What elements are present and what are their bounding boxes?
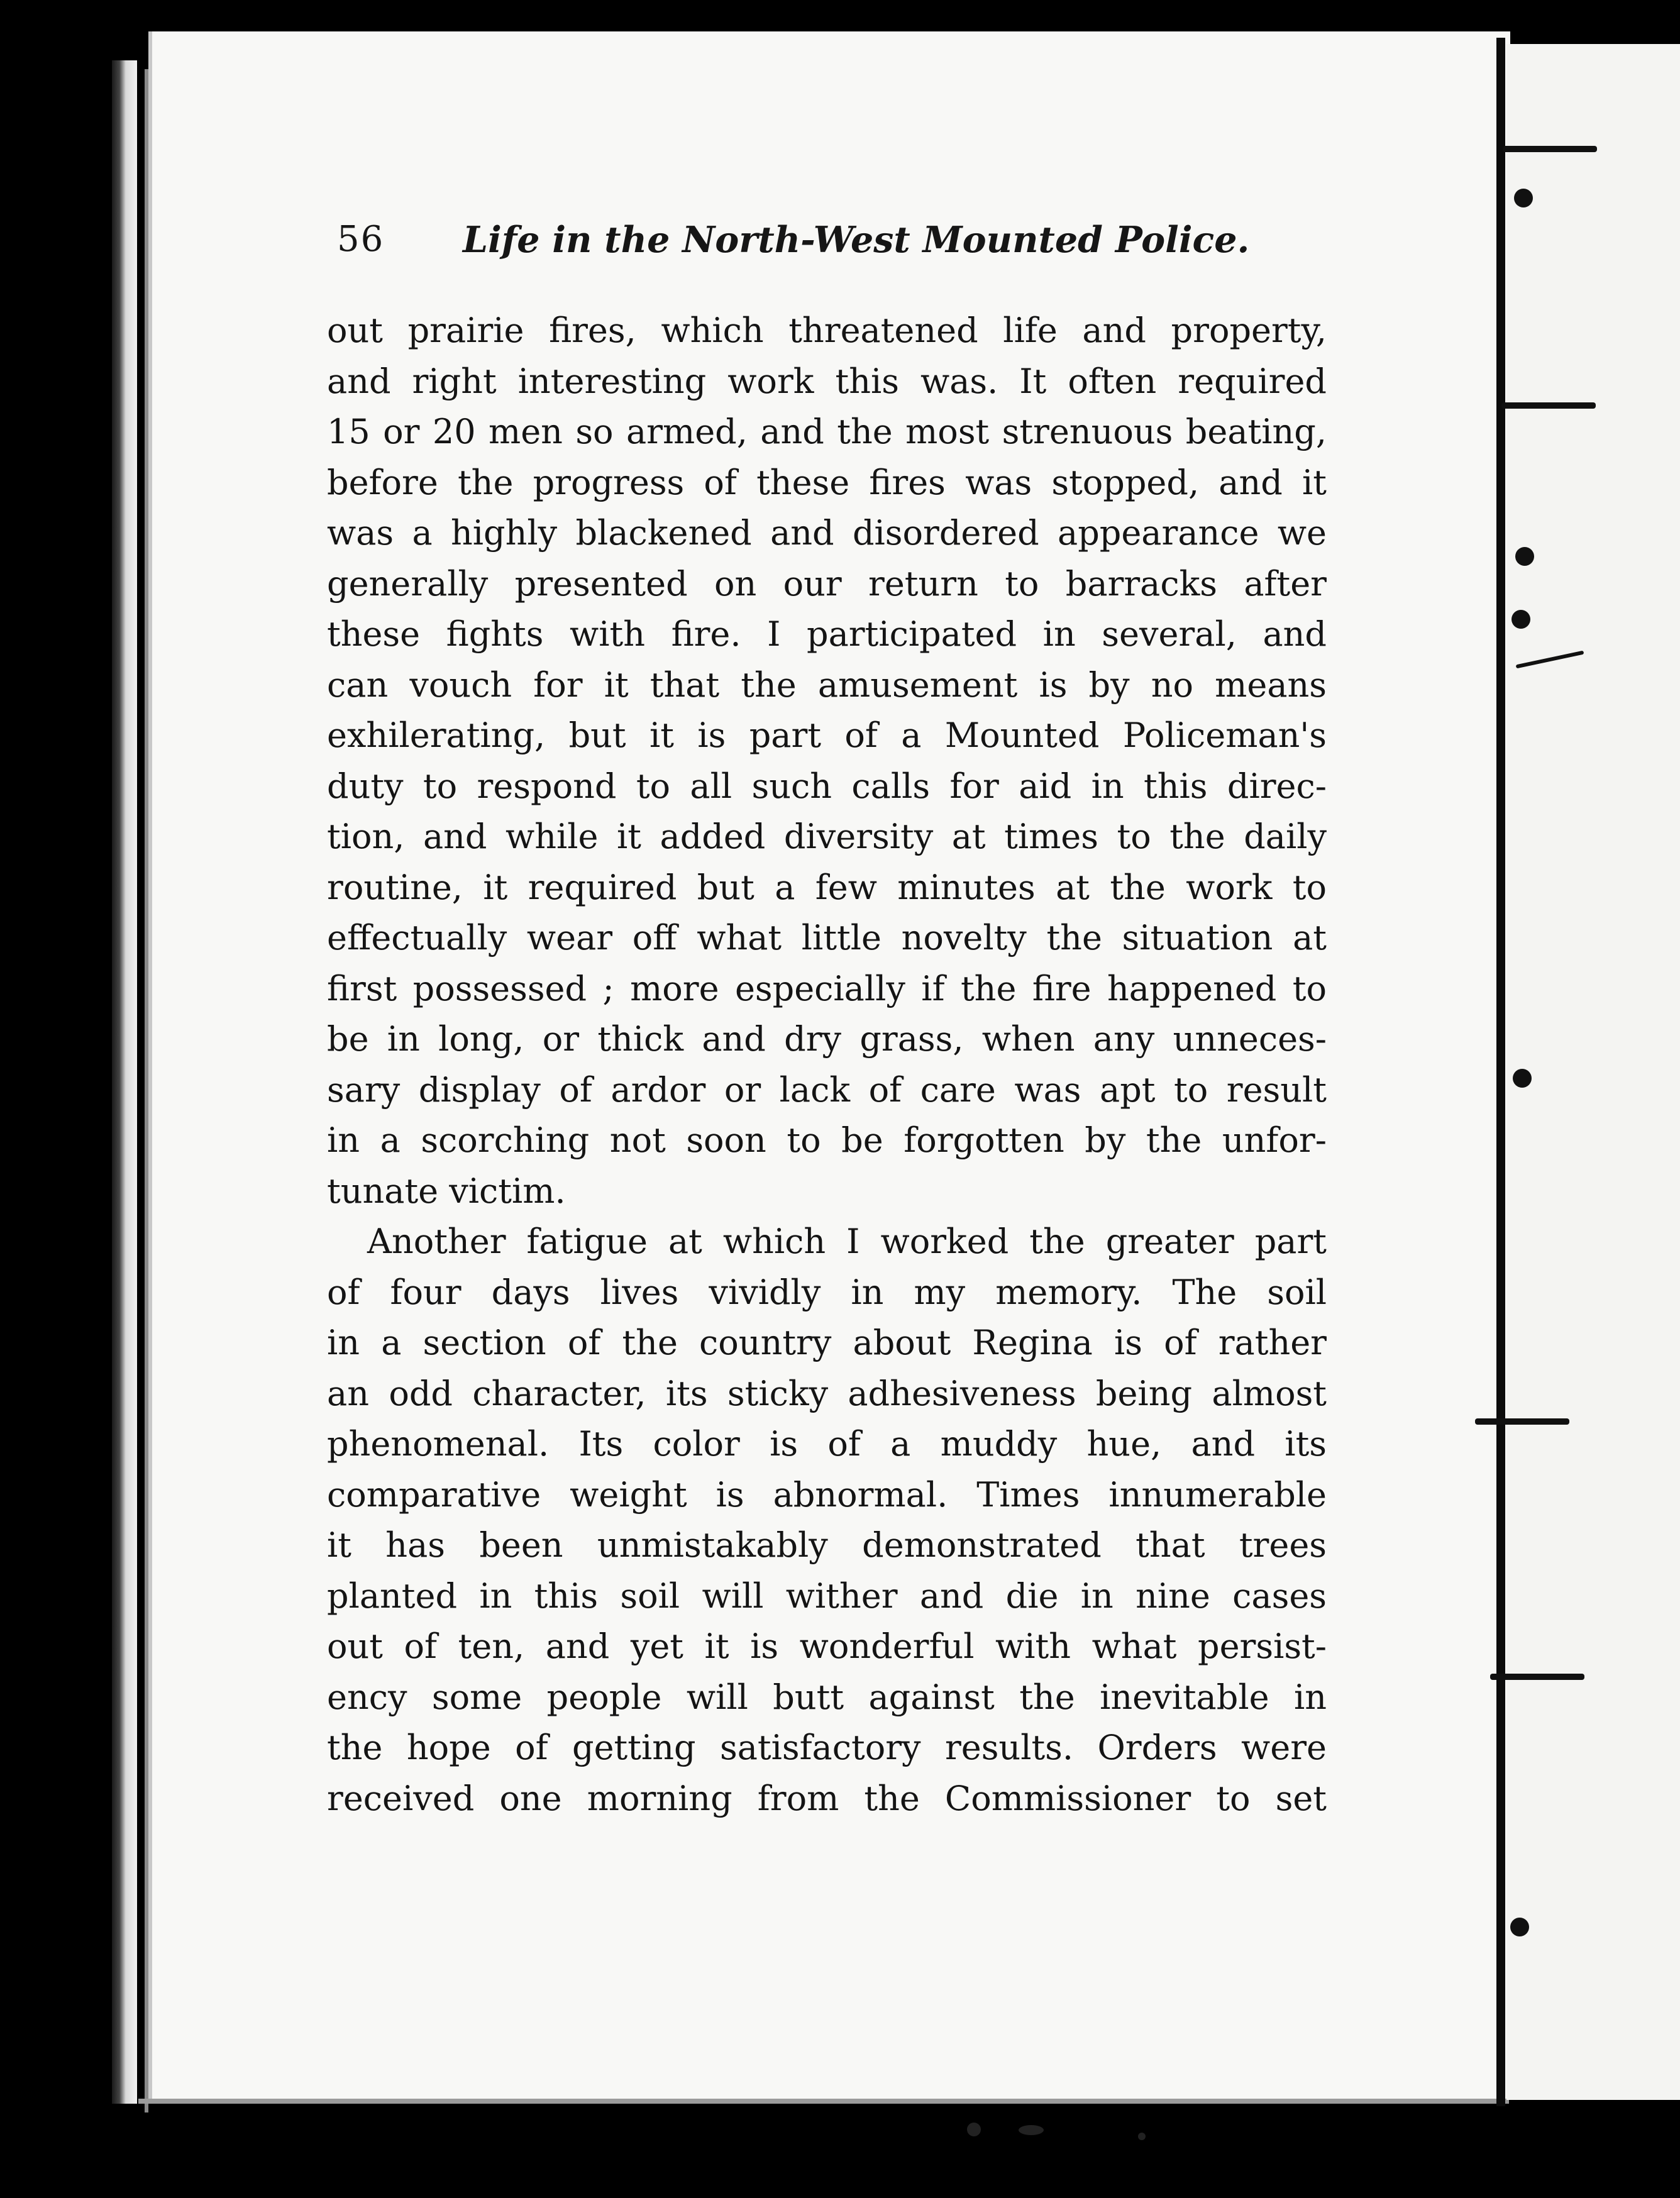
scan-speck bbox=[1019, 2125, 1044, 2135]
text-line: exhilerating, but it is part of a Mounted Policeman's bbox=[327, 715, 1327, 755]
binding-knot bbox=[1514, 189, 1533, 207]
text-line: an odd character, its sticky adhesiveness being almost bbox=[327, 1373, 1327, 1413]
text-line: planted in this soil will wither and die in nine cases bbox=[327, 1576, 1327, 1616]
running-head-title: Life in the North-West Mounted Police. bbox=[463, 219, 1250, 261]
page-stack-edge bbox=[112, 60, 137, 2104]
text-line: these fights with fire. I participated in several, and bbox=[327, 614, 1327, 654]
running-head bbox=[337, 214, 1250, 270]
binding-knot bbox=[1513, 1069, 1532, 1088]
binding-stitch bbox=[1503, 146, 1597, 152]
text-line: ency some people will butt against the inevitable in bbox=[327, 1677, 1327, 1717]
text-line: in a scorching not soon to be forgotten by the unfor- bbox=[327, 1120, 1327, 1160]
text-line: 15 or 20 men so armed, and the most strenuous beating, bbox=[327, 412, 1327, 451]
binding-stitch bbox=[1475, 1418, 1569, 1425]
text-line: was a highly blackened and disordered appearance we bbox=[327, 513, 1327, 553]
text-line: received one morning from the Commissioner to set bbox=[327, 1778, 1327, 1818]
text-line: it has been unmistakably demonstrated that trees bbox=[327, 1525, 1327, 1565]
paragraph-start-line: Another fatigue at which I worked the greater part bbox=[367, 1222, 1327, 1261]
text-line: sary display of ardor or lack of care was apt to result bbox=[327, 1069, 1327, 1110]
text-line: out prairie fires, which threatened life and property, bbox=[327, 311, 1327, 350]
text-line: comparative weight is abnormal. Times innumerable bbox=[327, 1474, 1327, 1515]
binding-stitch bbox=[1490, 1674, 1584, 1680]
text-line: out of ten, and yet it is wonderful with what persist- bbox=[327, 1626, 1327, 1666]
text-line: can vouch for it that the amusement is by no means bbox=[327, 665, 1327, 705]
binding-knot bbox=[1515, 547, 1534, 566]
text-line: phenomenal. Its color is of a muddy hue, and its bbox=[327, 1424, 1327, 1464]
text-line: routine, it required but a few minutes at the work to bbox=[327, 867, 1327, 907]
binding-knot bbox=[1511, 610, 1530, 629]
page-number: 56 bbox=[337, 219, 385, 260]
binding-knot bbox=[1510, 1918, 1529, 1936]
text-line: before the progress of these fires was stopped, and it bbox=[327, 462, 1327, 502]
text-line: generally presented on our return to barracks after bbox=[327, 563, 1327, 604]
text-line: first possessed ; more especially if the fire happened to bbox=[327, 968, 1327, 1008]
text-line: of four days lives vividly in my memory. The soil bbox=[327, 1272, 1327, 1312]
text-line: in a section of the country about Regina is of rather bbox=[327, 1323, 1327, 1362]
text-line: tion, and while it added diversity at times to the daily bbox=[327, 817, 1327, 856]
facing-page-sliver bbox=[1506, 44, 1680, 2100]
text-line: effectually wear off what little novelty the situation at bbox=[327, 918, 1327, 958]
text-line: be in long, or thick and dry grass, when any unneces- bbox=[327, 1019, 1327, 1059]
text-line: the hope of getting satisfactory results. Orders were bbox=[327, 1728, 1327, 1767]
binding-gutter bbox=[1496, 38, 1505, 2106]
page-bottom-edge bbox=[138, 2099, 1509, 2104]
scan-speck bbox=[1138, 2133, 1146, 2140]
binding-stitch bbox=[1501, 402, 1596, 409]
scan-speck bbox=[967, 2123, 981, 2136]
text-line: and right interesting work this was. It often required bbox=[327, 361, 1327, 401]
text-line: tunate victim. bbox=[327, 1171, 566, 1211]
text-line: duty to respond to all such calls for aid in this direc- bbox=[327, 766, 1327, 806]
body-text bbox=[327, 306, 1327, 1824]
